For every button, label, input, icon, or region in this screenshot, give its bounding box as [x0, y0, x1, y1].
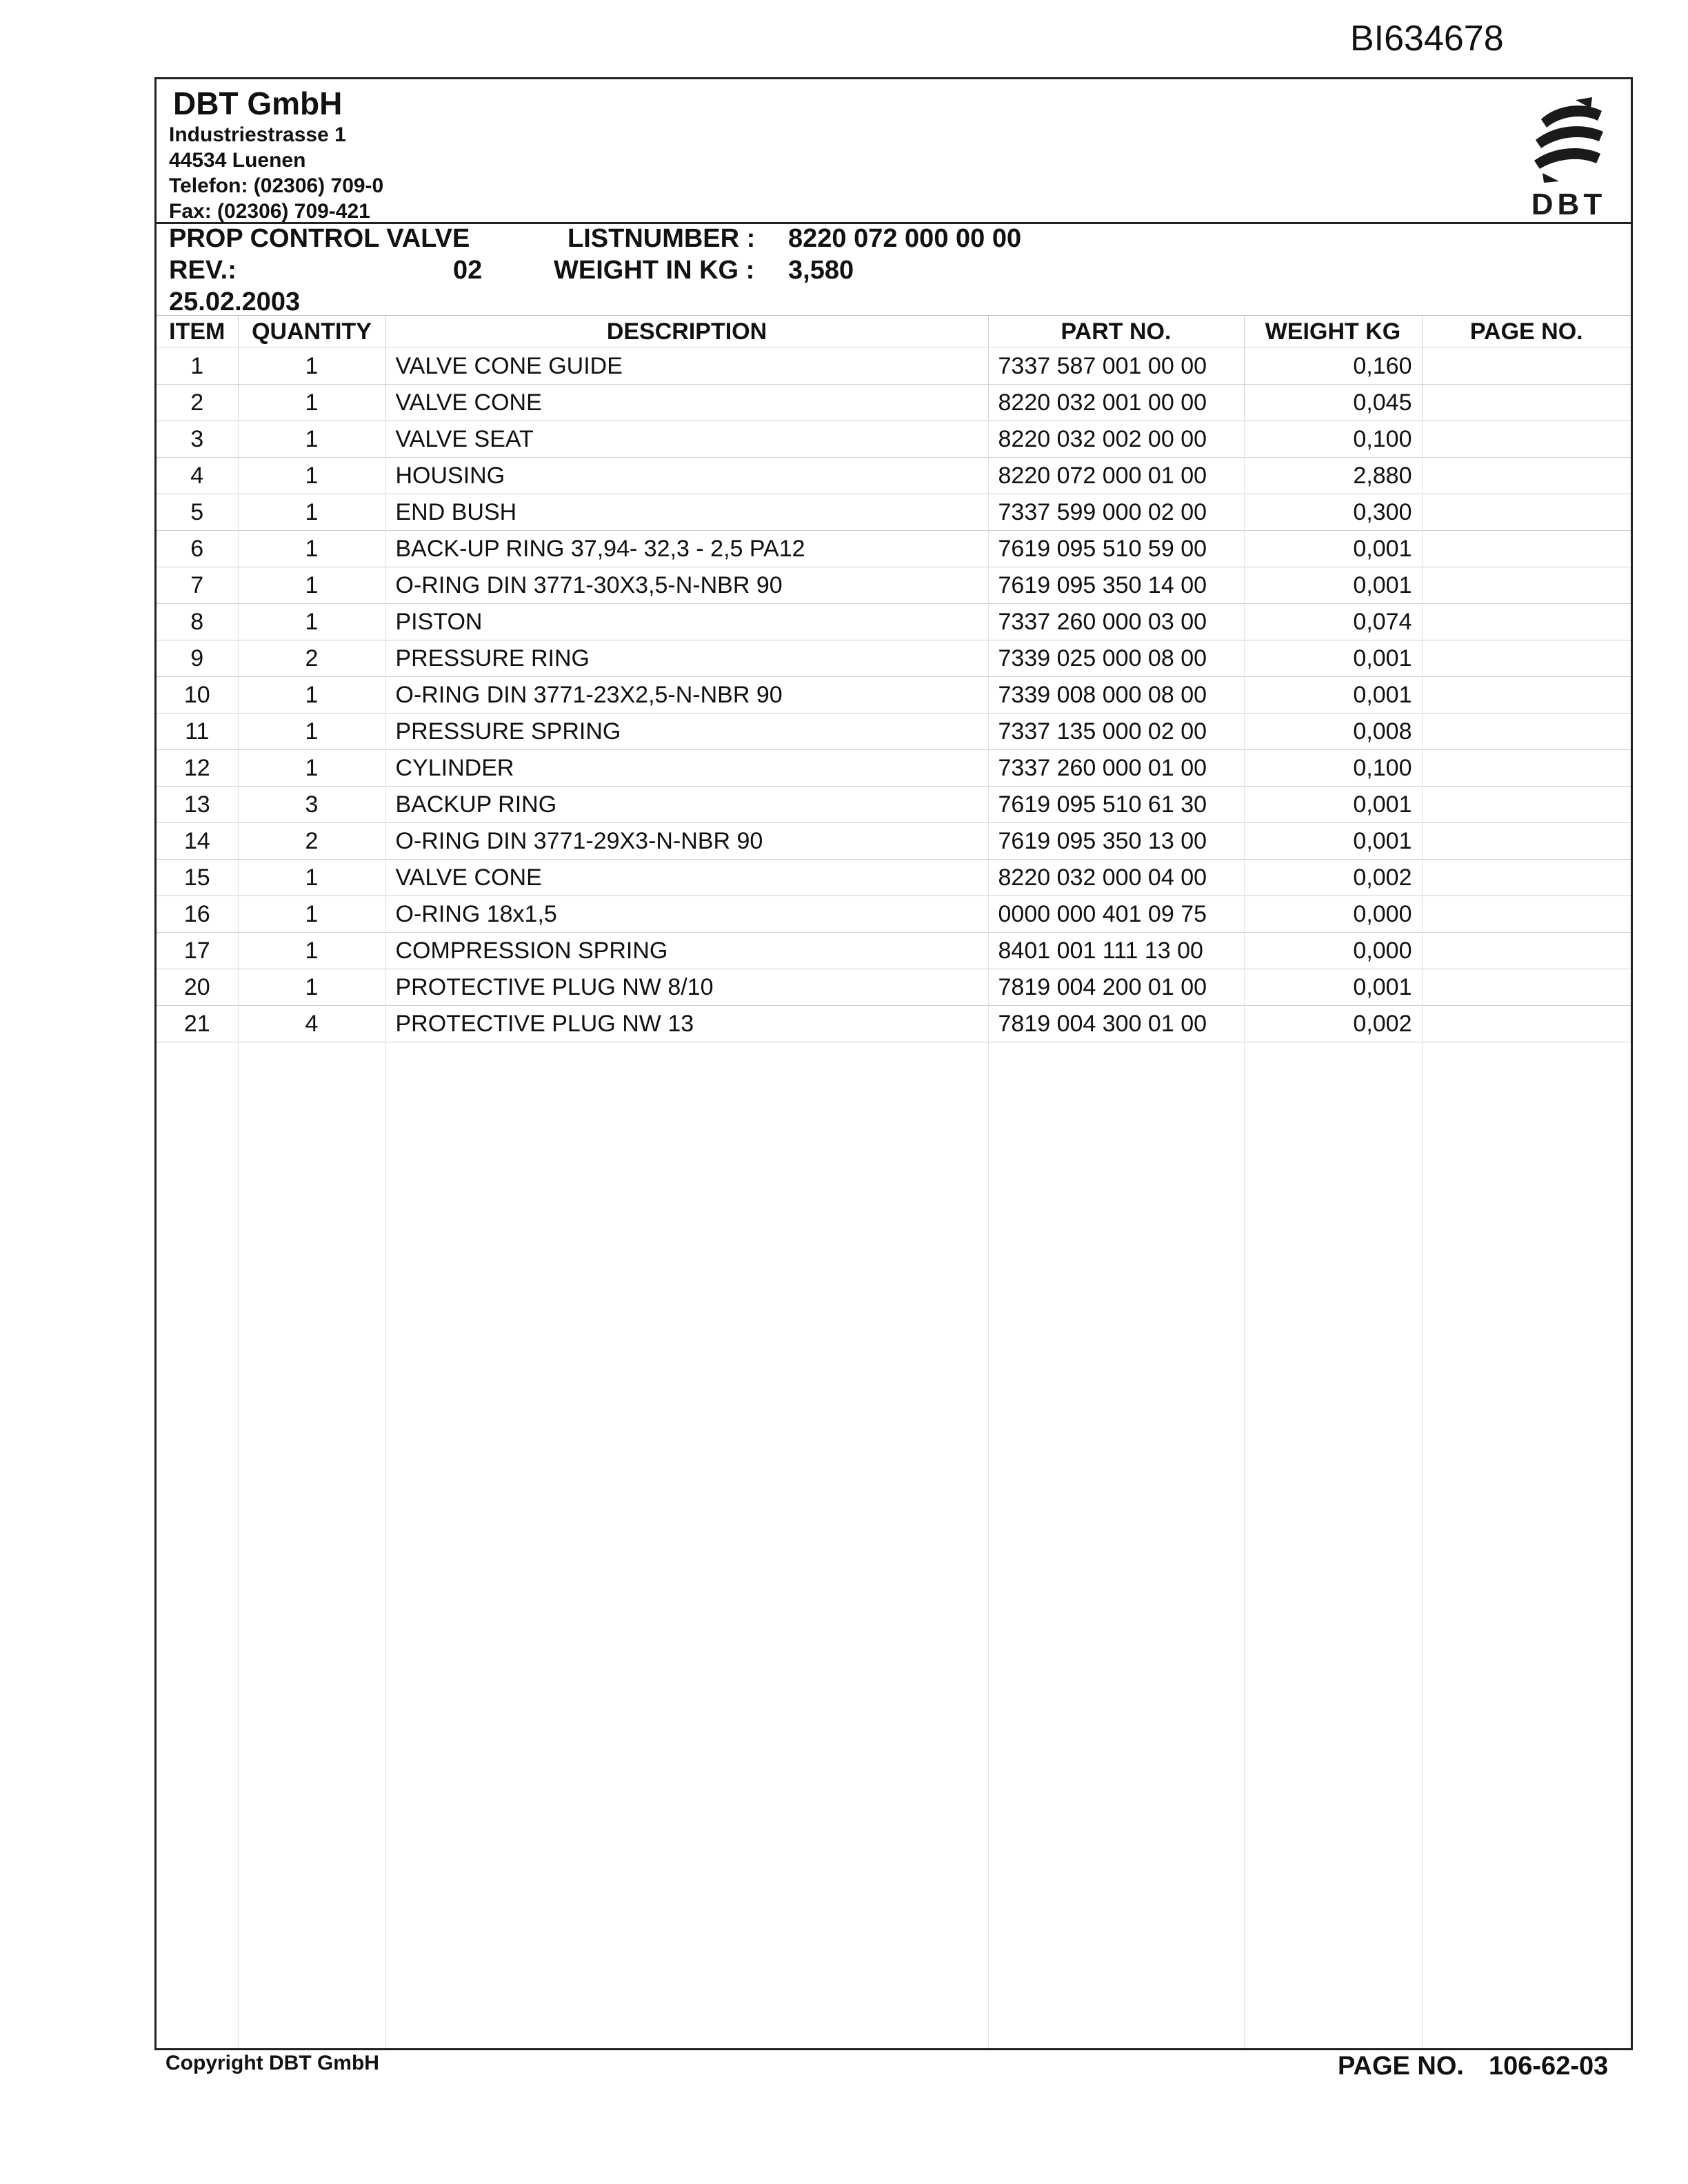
cell-description: BACK-UP RING 37,94- 32,3 - 2,5 PA12 [385, 531, 988, 567]
cell-page-no [1422, 787, 1631, 823]
cell-page-no [1422, 714, 1631, 750]
cell-item: 17 [157, 933, 238, 969]
cell-item: 7 [157, 567, 238, 604]
cell-item: 4 [157, 458, 238, 494]
cell-item: 15 [157, 860, 238, 896]
column-header-weight: WEIGHT KG [1244, 316, 1422, 348]
cell-part-no: 7337 587 001 00 00 [988, 348, 1244, 385]
table-row [157, 714, 1631, 750]
cell-quantity: 2 [238, 823, 385, 860]
cell-weight: 0,000 [1244, 896, 1422, 933]
cell-description: END BUSH [385, 494, 988, 531]
cell-quantity: 1 [238, 421, 385, 458]
cell-part-no: 8220 072 000 01 00 [988, 458, 1244, 494]
cell-description: VALVE CONE [385, 860, 988, 896]
cell-weight: 0,001 [1244, 567, 1422, 604]
cell-description: O-RING DIN 3771-23X2,5-N-NBR 90 [385, 677, 988, 714]
cell-item: 3 [157, 421, 238, 458]
table-row [157, 348, 1631, 385]
cell-page-no [1422, 677, 1631, 714]
cell-quantity: 1 [238, 677, 385, 714]
cell-quantity: 1 [238, 458, 385, 494]
cell-item: 12 [157, 750, 238, 787]
cell-page-no [1422, 567, 1631, 604]
cell-item: 9 [157, 640, 238, 677]
column-rule [988, 418, 989, 2048]
weight-label: WEIGHT IN KG : [554, 256, 755, 285]
cell-quantity: 1 [238, 933, 385, 969]
table-row [157, 933, 1631, 969]
cell-weight: 0,100 [1244, 750, 1422, 787]
column-rule [238, 418, 239, 2048]
cell-page-no [1422, 604, 1631, 640]
cell-description: PRESSURE SPRING [385, 714, 988, 750]
cell-item: 10 [157, 677, 238, 714]
cell-description: HOUSING [385, 458, 988, 494]
cell-description: PROTECTIVE PLUG NW 13 [385, 1006, 988, 1042]
cell-quantity: 1 [238, 860, 385, 896]
cell-page-no [1422, 969, 1631, 1006]
cell-item: 5 [157, 494, 238, 531]
cell-weight: 0,001 [1244, 677, 1422, 714]
cell-quantity: 1 [238, 896, 385, 933]
cell-page-no [1422, 823, 1631, 860]
cell-quantity: 1 [238, 494, 385, 531]
cell-weight: 0,160 [1244, 348, 1422, 385]
table-row [157, 385, 1631, 421]
cell-part-no: 7339 025 000 08 00 [988, 640, 1244, 677]
cell-weight: 0,002 [1244, 1006, 1422, 1042]
cell-part-no: 7337 135 000 02 00 [988, 714, 1244, 750]
cell-description: COMPRESSION SPRING [385, 933, 988, 969]
cell-quantity: 1 [238, 604, 385, 640]
column-rule [1244, 418, 1245, 2048]
copyright-notice: Copyright DBT GmbH [165, 2052, 379, 2074]
cell-weight: 0,001 [1244, 969, 1422, 1006]
table-row [157, 787, 1631, 823]
table-row [157, 677, 1631, 714]
cell-weight: 0,000 [1244, 933, 1422, 969]
cell-item: 6 [157, 531, 238, 567]
cell-part-no: 7337 599 000 02 00 [988, 494, 1244, 531]
table-row [157, 421, 1631, 458]
weight-value: 3,580 [788, 256, 854, 285]
cell-quantity: 1 [238, 567, 385, 604]
cell-item: 1 [157, 348, 238, 385]
rev-label: REV.: [169, 256, 237, 285]
cell-description: O-RING DIN 3771-30X3,5-N-NBR 90 [385, 567, 988, 604]
cell-page-no [1422, 494, 1631, 531]
cell-description: O-RING DIN 3771-29X3-N-NBR 90 [385, 823, 988, 860]
company-address-block [169, 85, 383, 224]
table-row [157, 604, 1631, 640]
cell-quantity: 1 [238, 969, 385, 1006]
table-row [157, 860, 1631, 896]
cell-item: 11 [157, 714, 238, 750]
list-title: PROP CONTROL VALVE [169, 224, 470, 253]
logo-wordmark: DBT [1531, 188, 1607, 220]
company-fax: Fax: (02306) 709-421 [169, 200, 370, 223]
cell-part-no: 0000 000 401 09 75 [988, 896, 1244, 933]
cell-description: PROTECTIVE PLUG NW 8/10 [385, 969, 988, 1006]
cell-part-no: 8401 001 111 13 00 [988, 933, 1244, 969]
parts-list-frame [154, 77, 1633, 2050]
table-row [157, 750, 1631, 787]
cell-description: VALVE CONE [385, 385, 988, 421]
cell-page-no [1422, 896, 1631, 933]
table-row [157, 969, 1631, 1006]
company-city: 44534 Luenen [169, 149, 306, 172]
cell-page-no [1422, 933, 1631, 969]
footer-page-value: 106-62-03 [1489, 2052, 1609, 2081]
dbt-logo-icon [1527, 96, 1610, 220]
cell-description: CYLINDER [385, 750, 988, 787]
cell-quantity: 1 [238, 531, 385, 567]
cell-page-no [1422, 421, 1631, 458]
cell-weight: 0,001 [1244, 823, 1422, 860]
column-header-page-no: PAGE NO. [1422, 316, 1631, 348]
column-rule [1422, 418, 1423, 2048]
cell-part-no: 8220 032 000 04 00 [988, 860, 1244, 896]
cell-part-no: 7819 004 200 01 00 [988, 969, 1244, 1006]
parts-table-body [157, 348, 1631, 1042]
cell-page-no [1422, 1006, 1631, 1042]
cell-weight: 0,008 [1244, 714, 1422, 750]
cell-page-no [1422, 860, 1631, 896]
cell-quantity: 1 [238, 348, 385, 385]
cell-page-no [1422, 458, 1631, 494]
cell-item: 16 [157, 896, 238, 933]
company-street: Industriestrasse 1 [169, 123, 346, 146]
cell-weight: 0,001 [1244, 531, 1422, 567]
cell-part-no: 7619 095 510 61 30 [988, 787, 1244, 823]
cell-weight: 0,100 [1244, 421, 1422, 458]
column-header-quantity: QUANTITY [238, 316, 385, 348]
cell-weight: 0,074 [1244, 604, 1422, 640]
cell-part-no: 8220 032 002 00 00 [988, 421, 1244, 458]
cell-page-no [1422, 531, 1631, 567]
list-number-value: 8220 072 000 00 00 [788, 224, 1022, 253]
cell-weight: 0,001 [1244, 640, 1422, 677]
cell-quantity: 1 [238, 385, 385, 421]
table-row [157, 823, 1631, 860]
cell-weight: 0,001 [1244, 787, 1422, 823]
cell-part-no: 7619 095 350 13 00 [988, 823, 1244, 860]
cell-item: 8 [157, 604, 238, 640]
table-header-row [157, 316, 1631, 348]
table-row [157, 896, 1631, 933]
table-row [157, 1006, 1631, 1042]
column-header-part-no: PART NO. [988, 316, 1244, 348]
cell-item: 14 [157, 823, 238, 860]
cell-page-no [1422, 750, 1631, 787]
cell-page-no [1422, 348, 1631, 385]
cell-quantity: 4 [238, 1006, 385, 1042]
cell-part-no: 7819 004 300 01 00 [988, 1006, 1244, 1042]
cell-item: 20 [157, 969, 238, 1006]
cell-description: VALVE SEAT [385, 421, 988, 458]
parts-table [157, 316, 1631, 1042]
cell-description: O-RING 18x1,5 [385, 896, 988, 933]
table-row [157, 531, 1631, 567]
column-header-description: DESCRIPTION [385, 316, 988, 348]
cell-weight: 0,002 [1244, 860, 1422, 896]
footer-page-label: PAGE NO. [1338, 2052, 1464, 2081]
cell-description: PISTON [385, 604, 988, 640]
column-header-item: ITEM [157, 316, 238, 348]
table-row [157, 640, 1631, 677]
cell-item: 21 [157, 1006, 238, 1042]
cell-item: 2 [157, 385, 238, 421]
cell-weight: 0,045 [1244, 385, 1422, 421]
company-name: DBT GmbH [173, 85, 343, 121]
table-row [157, 458, 1631, 494]
cell-page-no [1422, 385, 1631, 421]
cell-description: BACKUP RING [385, 787, 988, 823]
cell-quantity: 1 [238, 750, 385, 787]
table-row [157, 567, 1631, 604]
cell-part-no: 7619 095 510 59 00 [988, 531, 1244, 567]
cell-part-no: 7337 260 000 03 00 [988, 604, 1244, 640]
document-id: BI634678 [1350, 19, 1504, 59]
column-rule [385, 418, 386, 2048]
cell-description: VALVE CONE GUIDE [385, 348, 988, 385]
footer-page-number [1338, 2052, 1608, 2081]
cell-weight: 0,300 [1244, 494, 1422, 531]
company-phone: Telefon: (02306) 709-0 [169, 174, 384, 197]
cell-item: 13 [157, 787, 238, 823]
cell-part-no: 7619 095 350 14 00 [988, 567, 1244, 604]
cell-part-no: 7337 260 000 01 00 [988, 750, 1244, 787]
cell-quantity: 3 [238, 787, 385, 823]
cell-description: PRESSURE RING [385, 640, 988, 677]
cell-page-no [1422, 640, 1631, 677]
table-row [157, 494, 1631, 531]
list-number-label: LISTNUMBER : [567, 224, 756, 253]
rev-value: 02 [453, 256, 483, 285]
cell-quantity: 2 [238, 640, 385, 677]
list-date: 25.02.2003 [169, 287, 301, 316]
cell-quantity: 1 [238, 714, 385, 750]
cell-part-no: 7339 008 000 08 00 [988, 677, 1244, 714]
cell-weight: 2,880 [1244, 458, 1422, 494]
cell-part-no: 8220 032 001 00 00 [988, 385, 1244, 421]
